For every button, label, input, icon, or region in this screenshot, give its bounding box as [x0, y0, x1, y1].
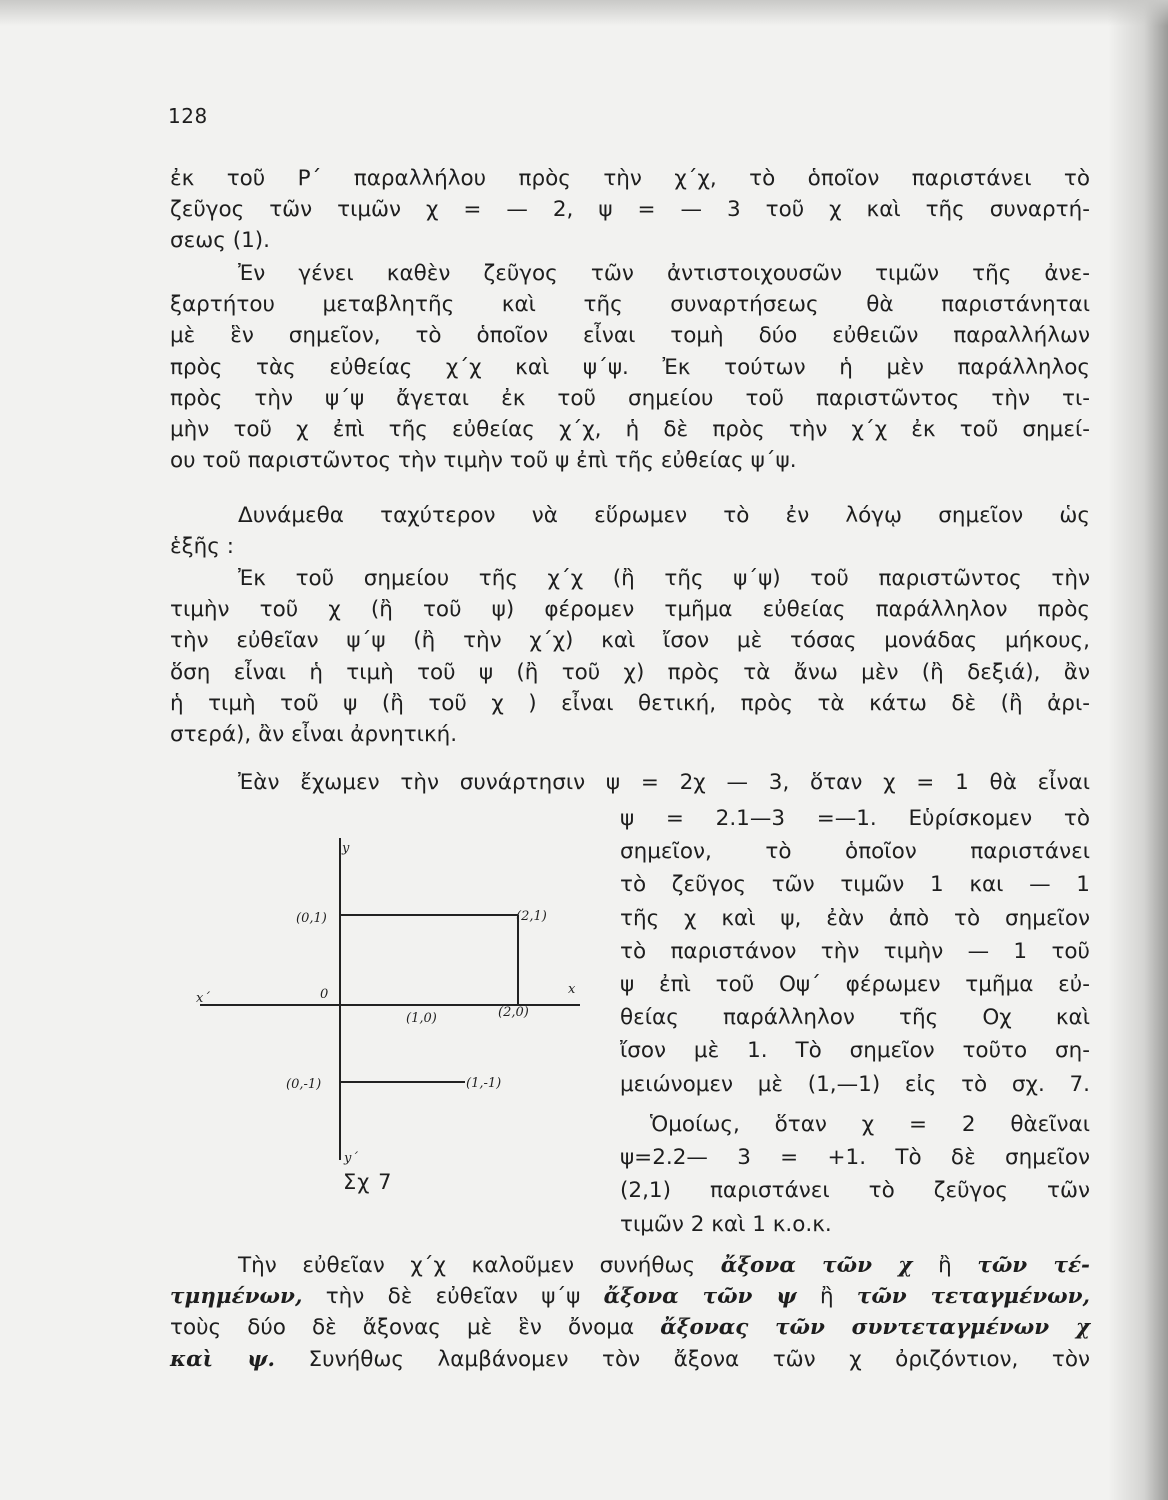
text-run: τὴν δὲ εὐθεῖαν ψ΄ψ: [325, 1284, 581, 1310]
text-line: ἴσον μὲ 1. Τὸ σημεῖον τοῦτο ση-: [620, 1038, 1090, 1064]
text-line: μειώνομεν μὲ (1,—1) εἰς τὸ σχ. 7.: [620, 1071, 1090, 1097]
text-line: ἑξῆς :: [170, 534, 234, 560]
text-run: τοὺς δύο δὲ ἄξονας μὲ ἓν ὄνομα: [170, 1315, 635, 1341]
text-line: ζεῦγος τῶν τιμῶν χ = — 2, ψ = — 3 τοῦ χ καὶ τῆς συναρτή-: [170, 197, 1090, 223]
paragraph-6-right-column: [620, 1108, 1090, 1241]
paragraph-7: [170, 1250, 1090, 1375]
text-line: ψ=2.2— 3 = +1. Τὸ δὲ σημεῖον: [620, 1145, 1090, 1171]
label-point-2-1: (2,1): [516, 909, 547, 924]
term-ordinate-axis: ἄξονα τῶν ψ: [603, 1284, 797, 1310]
term-abscissas-end: τμημένων,: [170, 1284, 303, 1310]
paragraph-5-right-column: [620, 802, 1090, 1101]
text-line: ψ = 2.1—3 =—1. Εὑρίσκομεν τὸ: [620, 806, 1090, 831]
term-abscissas: τῶν τέ-: [977, 1253, 1090, 1278]
term-coordinate-axes-end: καὶ ψ.: [170, 1346, 275, 1372]
text-line: τὸ παριστάνον τὴν τιμὴν — 1 τοῦ: [620, 938, 1090, 964]
text-line: τιμῶν 2 καὶ 1 κ.ο.κ.: [620, 1211, 832, 1237]
label-x-axis-right: x: [568, 982, 576, 997]
text-run: ἢ: [819, 1284, 834, 1310]
label-origin: 0: [320, 987, 329, 1002]
text-line: Ἐκ τοῦ σημείου τῆς χ΄χ (ἢ τῆς ψ΄ψ) τοῦ παριστῶντος τὴν: [238, 566, 1090, 591]
scan-page-edge-shadow: [1108, 0, 1168, 1500]
text-line: Ἐὰν ἔχωμεν τὴν συνάρτησιν ψ = 2χ — 3, ὅταν χ = 1 θὰ εἶναι: [238, 770, 1090, 795]
text-line: τὸ ζεῦγος τῶν τιμῶν 1 και — 1: [620, 872, 1090, 898]
text-line: σημεῖον, τὸ ὁποῖον παριστάνει: [620, 839, 1090, 865]
paragraph-1: [170, 163, 1090, 257]
label-point-1-0: (1,0): [406, 1011, 437, 1026]
text-line: ψ ἐπὶ τοῦ Οψ΄ φέρωμεν τμῆμα εὐ-: [620, 972, 1090, 998]
label-point-0-1: (0,1): [296, 911, 327, 926]
text-line: [170, 1312, 1090, 1343]
scan-top-shadow: [0, 0, 1168, 26]
label-y-axis-bottom: y΄: [344, 1151, 358, 1166]
text-line: μὴν τοῦ χ ἐπὶ τῆς εὐθείας χ΄χ, ἡ δὲ πρὸς τὴν χ΄χ ἐκ τοῦ σημεί-: [170, 417, 1090, 443]
text-line: [170, 1344, 1090, 1375]
page-number: 128: [168, 104, 208, 128]
text-line: ξαρτήτου μεταβλητῆς καὶ τῆς συναρτήσεως θὰ παριστάνηται: [170, 292, 1090, 318]
text-line: πρὸς τὰς εὐθείας χ΄χ καὶ ψ΄ψ. Ἐκ τούτων ἡ μὲν παράλληλος: [170, 354, 1090, 380]
text-line: [170, 1281, 1090, 1312]
paragraph-4: [170, 563, 1090, 750]
text-line: πρὸς τὴν ψ΄ψ ἄγεται ἐκ τοῦ σημείου τοῦ παριστῶντος τὴν τι-: [170, 385, 1090, 411]
term-coordinate-axes: ἄξονας τῶν συντεταγμένων χ: [660, 1315, 1090, 1341]
text-line: Ἐν γένει καθὲν ζεῦγος τῶν ἀντιστοιχουσῶν τιμῶν τῆς ἀνε-: [238, 261, 1090, 286]
text-line: ἐκ τοῦ Ρ΄ παραλλήλου πρὸς τὴν χ΄χ, τὸ ὁποῖον παριστάνει τὸ: [170, 166, 1090, 191]
text-line: τὴν εὐθεῖαν ψ΄ψ (ἢ τὴν χ΄χ) καὶ ἴσον μὲ τόσας μονάδας μήκους,: [170, 628, 1090, 654]
text-line: Ὁμοίως, ὅταν χ = 2 θὰεῖναι: [650, 1112, 1090, 1137]
text-line: τῆς χ καὶ ψ, ἐὰν ἀπὸ τὸ σημεῖον: [620, 905, 1090, 931]
text-line: ου τοῦ παριστῶντος τὴν τιμὴν τοῦ ψ ἐπὶ τῆς εὐθείας ψ΄ψ.: [170, 448, 797, 474]
text-line: ὅση εἶναι ἡ τιμὴ τοῦ ψ (ἢ τοῦ χ) πρὸς τὰ ἄνω μὲν (ἢ δεξιά), ἂν: [170, 659, 1090, 685]
text-run: Τὴν εὐθεῖαν χ΄χ καλοῦμεν συνήθως: [238, 1253, 696, 1278]
text-line: ἡ τιμὴ τοῦ ψ (ἢ τοῦ χ ) εἶναι θετική, πρὸς τὰ κάτω δὲ (ἢ ἀρι-: [170, 690, 1090, 716]
paragraph-5-first-line: [170, 767, 1090, 798]
text-line: [170, 1250, 1090, 1281]
paragraph-2: [170, 258, 1090, 476]
text-line: Δυνάμεθα ταχύτερον νὰ εὕρωμεν τὸ ἐν λόγῳ σημεῖον ὡς: [238, 503, 1090, 528]
coordinate-axes-figure: [190, 830, 590, 1210]
text-line: μὲ ἓν σημεῖον, τὸ ὁποῖον εἶναι τομὴ δύο εὐθειῶν παραλλήλων: [170, 323, 1090, 349]
term-ordinates: τῶν τεταγμένων,: [856, 1284, 1090, 1310]
text-run: Συνήθως λαμβάνομεν τὸν ἄξονα τῶν χ ὀριζόντιον, τὸν: [308, 1346, 1090, 1372]
term-abscissa-axis: ἄξονα τῶν χ: [720, 1253, 913, 1278]
figure-caption: Σχ 7: [343, 1170, 393, 1194]
label-point-1-minus-1: (1,-1): [466, 1076, 502, 1091]
text-line: τιμὴν τοῦ χ (ἢ τοῦ ψ) φέρομεν τμῆμα εὐθείας παράλληλον πρὸς: [170, 597, 1090, 623]
text-line: θείας παράλληλον τῆς Οχ καὶ: [620, 1005, 1090, 1031]
label-point-2-0: (2,0): [498, 1005, 529, 1020]
text-line: σεως (1).: [170, 228, 270, 254]
paragraph-3: [170, 500, 1090, 562]
label-y-axis-top: y: [342, 841, 350, 856]
label-point-0-minus-1: (0,-1): [286, 1077, 322, 1092]
text-run: ἢ: [938, 1253, 952, 1278]
text-line: στερά), ἂν εἶναι ἀρνητική.: [170, 722, 458, 748]
label-x-axis-left: x΄: [196, 991, 210, 1006]
text-line: (2,1) παριστάνει τὸ ζεῦγος τῶν: [620, 1178, 1090, 1204]
